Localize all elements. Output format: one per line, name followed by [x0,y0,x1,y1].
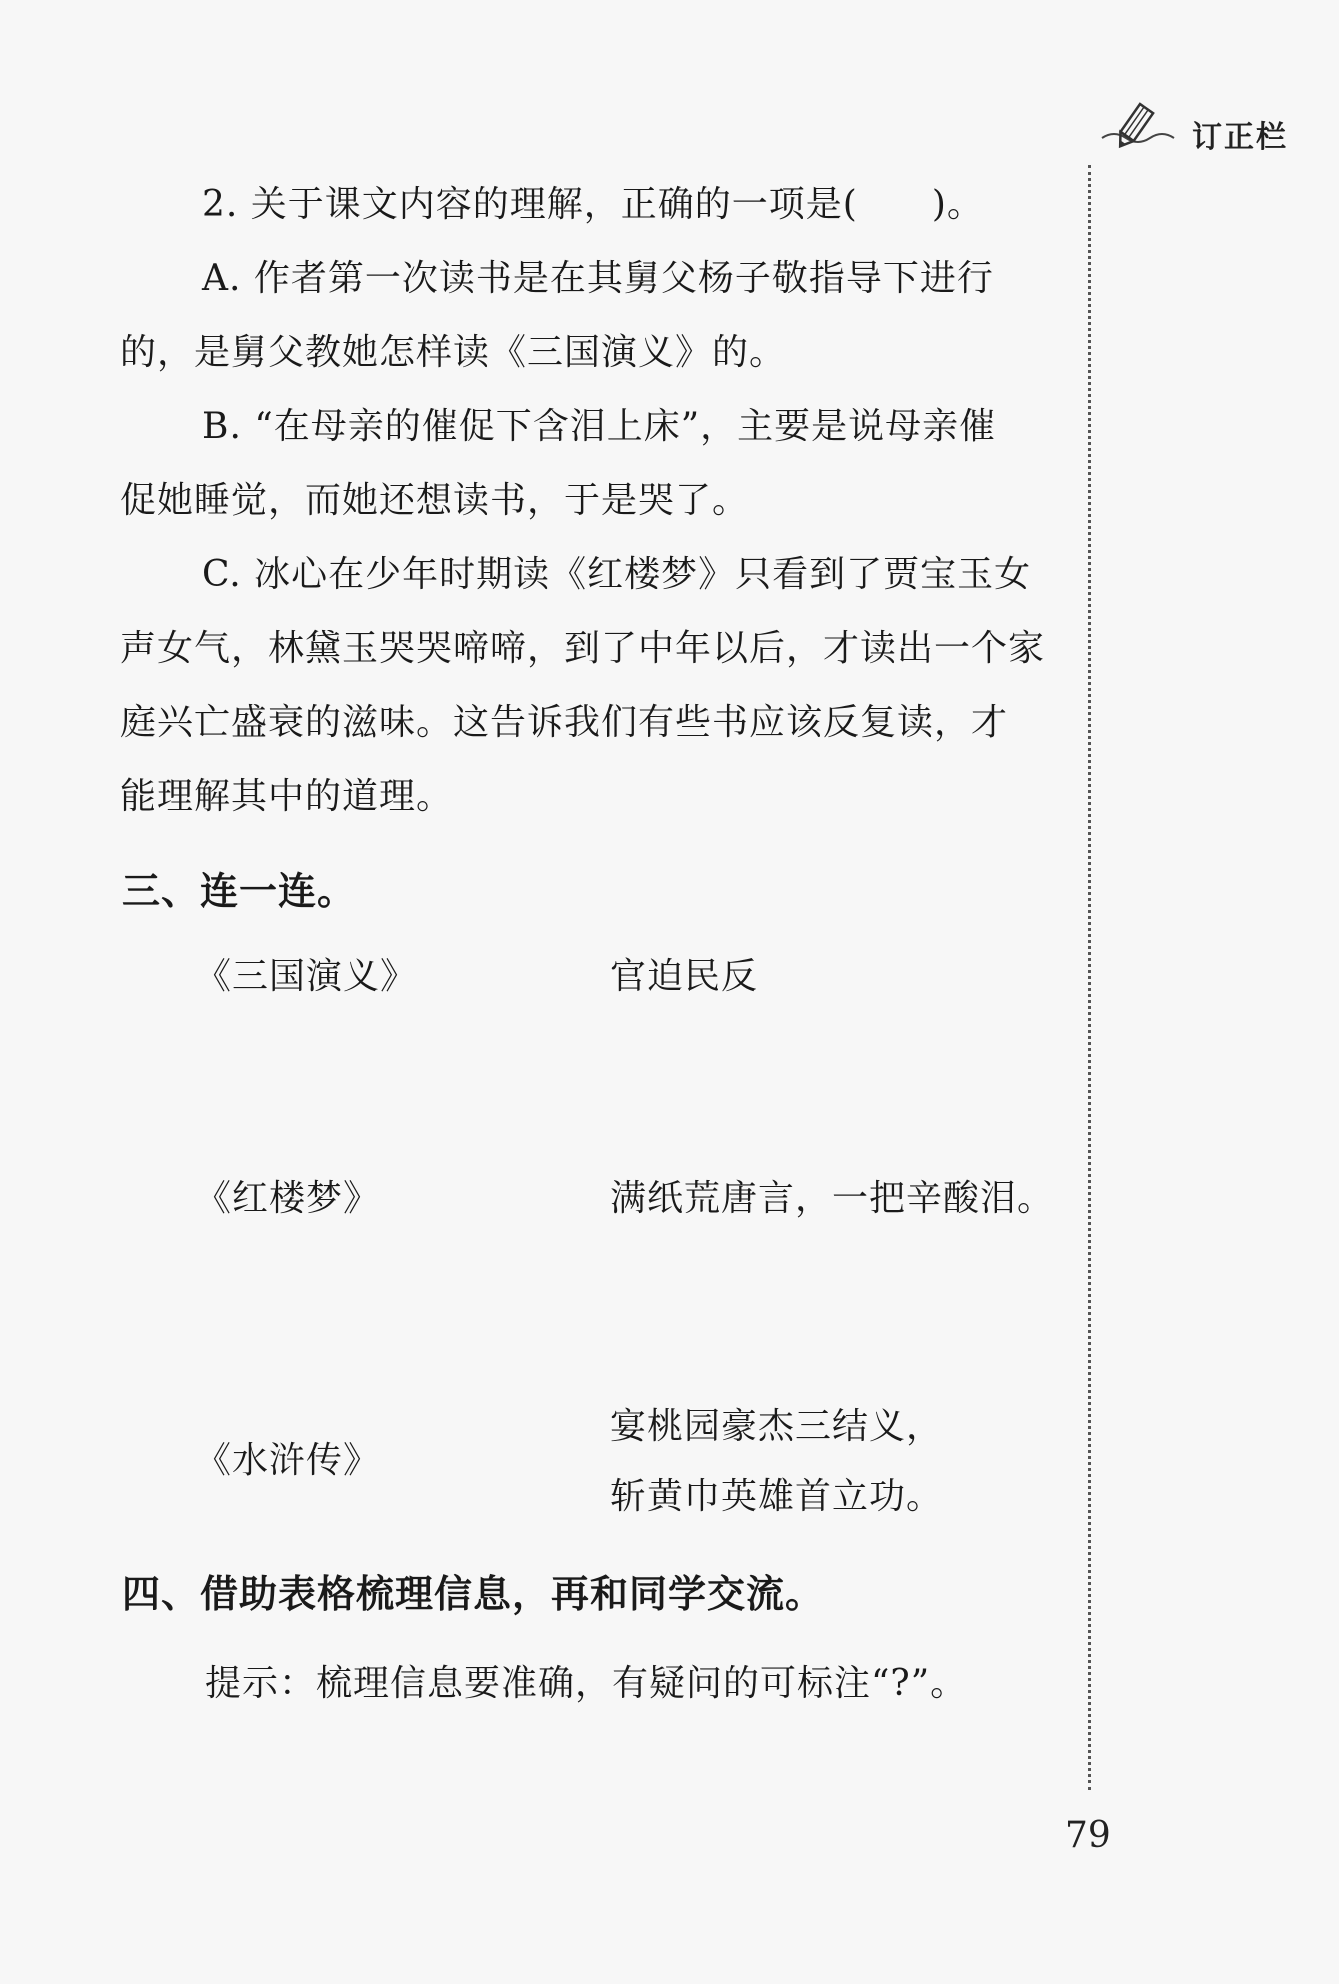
option-a-line: 的，是舅父教她怎样读《三国演义》的。 [120,332,787,373]
book-left[interactable]: 《水浒传》 [195,1440,381,1481]
option-b-line: B. “在母亲的催促下含泪上床”，主要是说母亲催 [202,406,997,447]
option-c-line: 庭兴亡盛衰的滋味。这告诉我们有些书应该反复读，才 [120,702,1009,743]
section-3-title: 三、连一连。 [122,869,357,913]
phrase-right-line2[interactable]: 斩黄巾英雄首立功。 [610,1476,944,1517]
section-4-title: 四、借助表格梳理信息，再和同学交流。 [122,1572,825,1616]
phrase-right[interactable]: 宴桃园豪杰三结义， [610,1406,944,1447]
option-b-line: 促她睡觉，而她还想读书，于是哭了。 [120,480,750,521]
option-c [120,538,1075,834]
section-4-hint: 提示：梳理信息要准确，有疑问的可标注“?”。 [205,1663,968,1704]
phrase-right[interactable]: 官迫民反 [610,956,759,997]
page-number: 79 [1065,1815,1111,1856]
correction-column-divider [1088,165,1091,1790]
option-a [120,242,1075,390]
option-c-line: 能理解其中的道理。 [120,776,454,817]
option-a-line: A. 作者第一次读书是在其舅父杨子敬指导下进行 [202,258,994,299]
book-left[interactable]: 《红楼梦》 [195,1178,381,1219]
book-left[interactable]: 《三国演义》 [195,956,418,997]
correction-column-header [1100,100,1330,160]
phrase-right[interactable]: 满纸荒唐言，一把辛酸泪。 [610,1178,1055,1219]
pencil-icon [1100,100,1192,156]
option-c-line: C. 冰心在少年时期读《红楼梦》只看到了贾宝玉女 [202,554,1032,595]
question-2-stem: 2. 关于课文内容的理解，正确的一项是( )。 [202,184,984,225]
option-c-line: 声女气，林黛玉哭哭啼啼，到了中年以后，才读出一个家 [120,628,1046,669]
correction-column-label: 订正栏 [1192,120,1288,155]
option-b [120,390,1075,538]
question-2 [120,168,1075,834]
